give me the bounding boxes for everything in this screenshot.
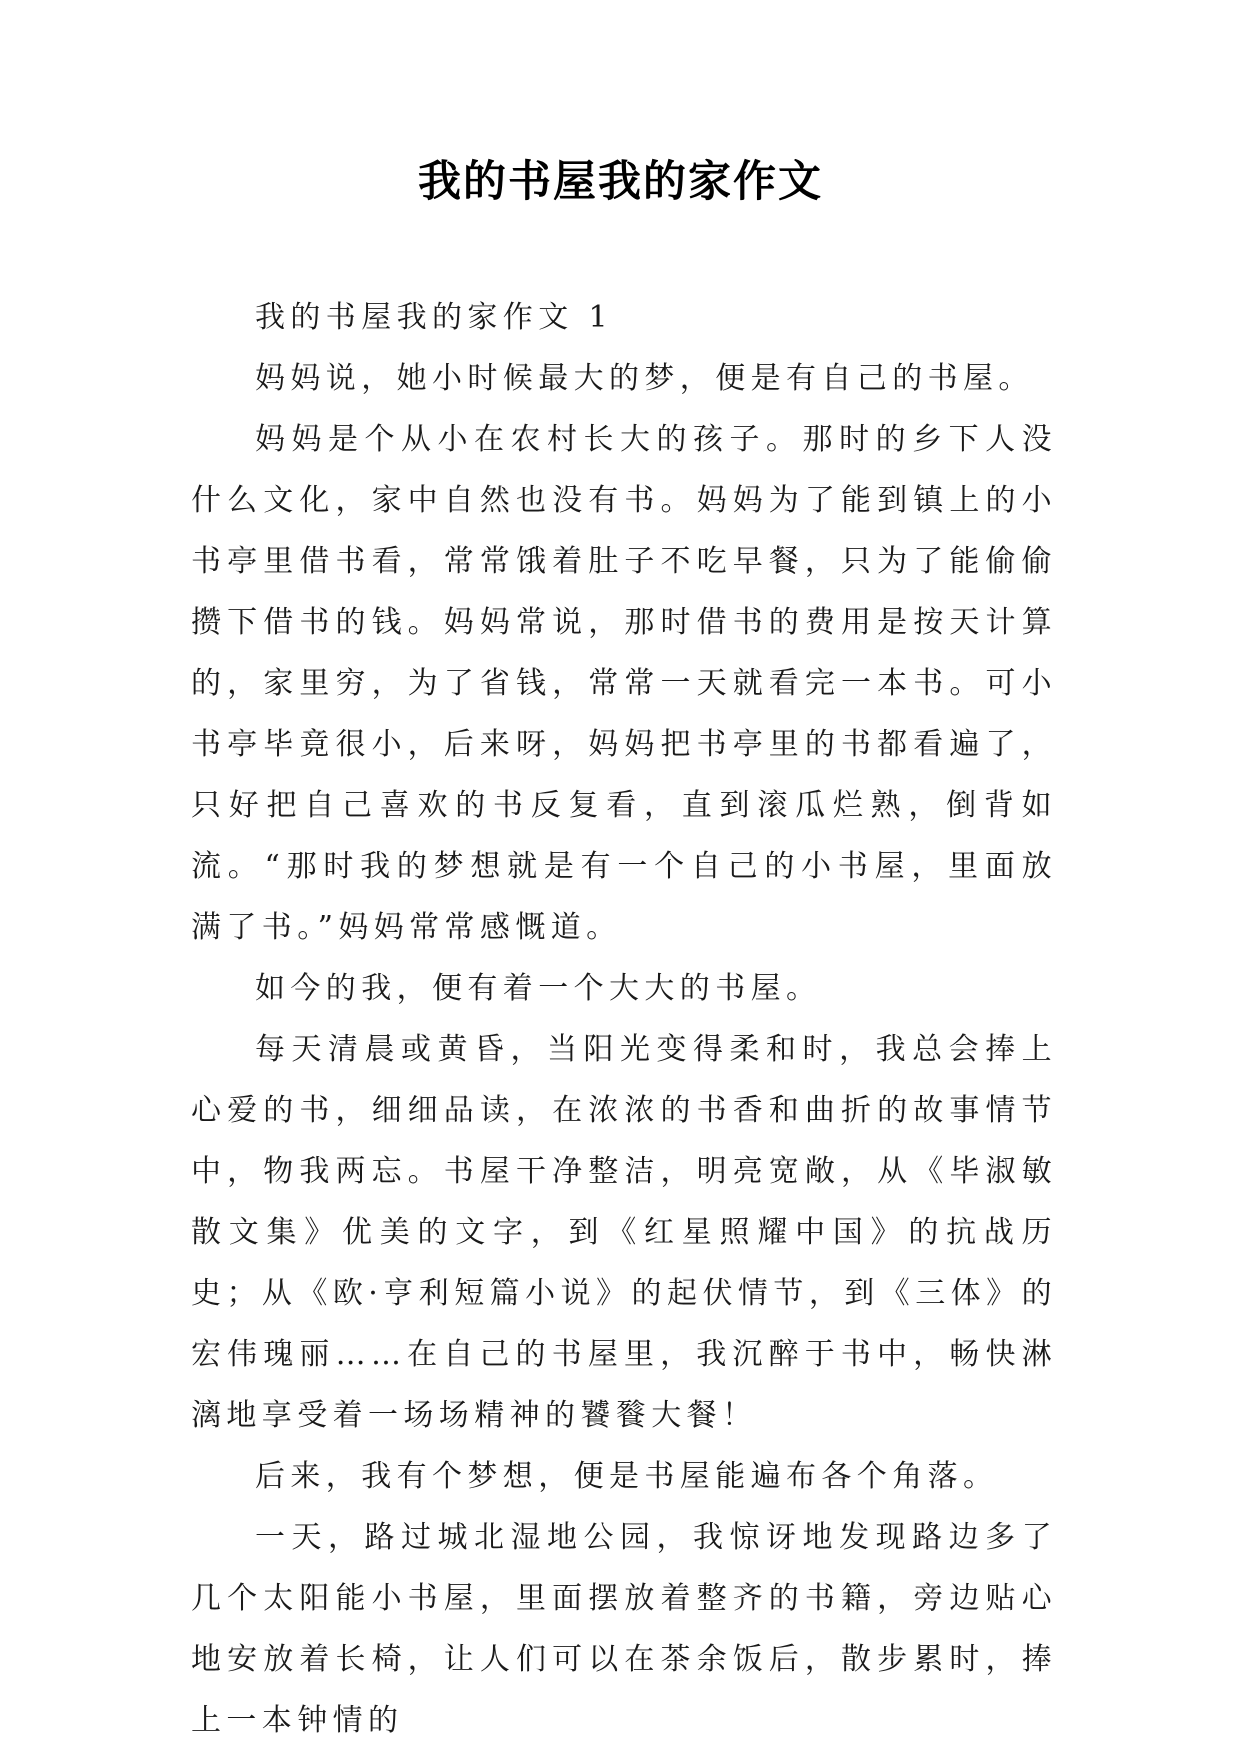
paragraph: 妈妈是个从小在农村长大的孩子。那时的乡下人没什么文化，家中自然也没有书。妈妈为了能到镇上的小书亭里借书看，常常饿着肚子不吃早餐，只为了能偷偷攒下借书的钱。妈妈常说，那时借书的费用是按天计算的，家里穷，为了省钱，常常一天就看完一本书。可小书亭毕竟很小，后来呀，妈妈把书亭里的书都看遍了，只好把自己喜欢的书反复看，直到滚瓜烂熟，倒背如流。“那时我的梦想就是有一个自己的小书屋，里面放满了书。”妈妈常常感慨道。	[191, 422, 1057, 945]
paragraph: 后来，我有个梦想，便是书屋能遍布各个角落。	[255, 1459, 999, 1494]
document-body	[191, 287, 1057, 1751]
paragraph: 如今的我，便有着一个大大的书屋。	[255, 971, 822, 1006]
paragraph: 妈妈说，她小时候最大的梦，便是有自己的书屋。	[255, 361, 1034, 396]
document-title: 我的书屋我的家作文	[418, 157, 823, 207]
paragraph-heading: 我的书屋我的家作文 1	[255, 300, 614, 335]
paragraph: 一天，路过城北湿地公园，我惊讶地发现路边多了几个太阳能小书屋，里面摆放着整齐的书籍，旁边贴心地安放着长椅，让人们可以在茶余饭后，散步累时，捧上一本钟情的	[191, 1520, 1057, 1738]
paragraph: 每天清晨或黄昏，当阳光变得柔和时，我总会捧上心爱的书，细细品读，在浓浓的书香和曲折的故事情节中，物我两忘。书屋干净整洁，明亮宽敞，从《毕淑敏散文集》优美的文字，到《红星照耀中国》的抗战历史；从《欧·亨利短篇小说》的起伏情节，到《三体》的宏伟瑰丽……在自己的书屋里，我沉醉于书中，畅快淋漓地享受着一场场精神的饕餮大餐！	[191, 1032, 1057, 1433]
